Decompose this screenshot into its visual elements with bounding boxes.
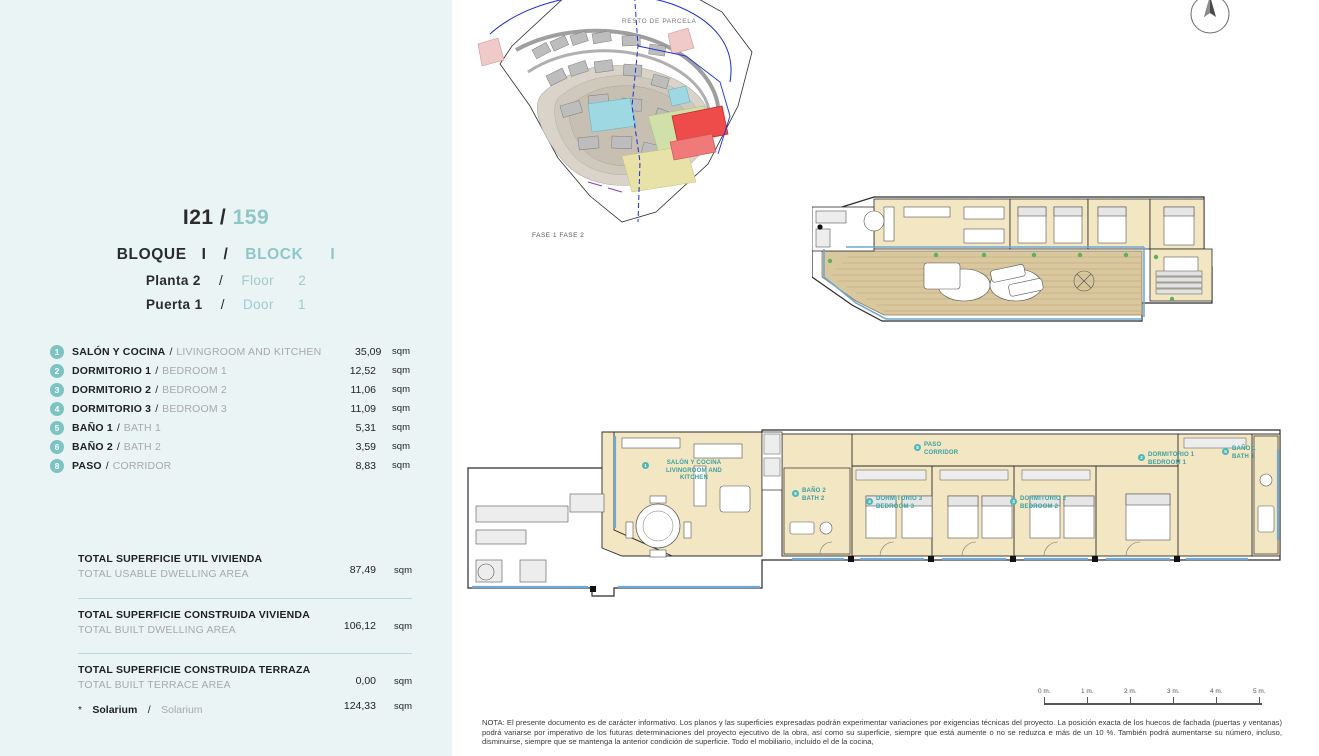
room-unit: sqm — [392, 441, 410, 452]
room-separator: / — [155, 383, 159, 396]
plan-badge-6: 6 — [792, 490, 799, 497]
block-line — [0, 246, 452, 264]
list-item — [50, 380, 410, 399]
room-separator: / — [105, 459, 109, 472]
scale-tick — [1044, 697, 1045, 704]
solarium-label-en: Solarium — [161, 704, 203, 716]
unit-slash: / — [219, 206, 227, 229]
list-item — [50, 456, 410, 475]
info-panel — [0, 0, 452, 756]
scale-label: 0 m. — [1038, 688, 1051, 695]
room-name-en: BATH 1 — [123, 421, 161, 434]
total-value: 87,49 — [349, 564, 376, 576]
plan-badge-5: 5 — [1222, 448, 1229, 455]
plan-label-living — [652, 460, 736, 483]
scale-label: 1 m. — [1081, 688, 1094, 695]
plan-badge-1: 1 — [642, 462, 649, 469]
scale-tick — [1130, 697, 1131, 704]
room-separator: / — [155, 402, 159, 415]
unit-title — [0, 206, 452, 230]
room-separator: / — [155, 364, 159, 377]
scale-tick — [1216, 697, 1217, 704]
unit-code: I21 — [182, 206, 214, 229]
room-name-es: SALÓN Y COCINA — [72, 345, 166, 358]
lower-floorplan — [462, 410, 1312, 610]
room-unit: sqm — [392, 365, 410, 376]
scale-bar — [1038, 688, 1268, 710]
total-label-en: TOTAL BUILT TERRACE AREA — [78, 679, 231, 691]
plan-label-living-en: LIVINGROOM AND KITCHEN — [666, 467, 722, 482]
siteplan-phase-label: FASE 1 FASE 2 — [532, 232, 585, 239]
plan-label-bedroom1 — [1148, 452, 1210, 467]
block-label-en: BLOCK — [245, 246, 304, 263]
room-name-es: PASO — [72, 459, 102, 472]
plan-label-corridor-en: CORRIDOR — [924, 449, 959, 456]
floor-separator: / — [219, 273, 224, 288]
plan-label-bath2-es: BAÑO 2 — [802, 488, 826, 494]
room-name-es: BAÑO 1 — [72, 421, 113, 434]
room-unit: sqm — [392, 403, 410, 414]
total-value: 106,12 — [343, 620, 376, 632]
plan-label-living-es: SALÓN Y COCINA — [666, 460, 722, 466]
plan-badge-2: 2 — [1138, 454, 1145, 461]
plan-label-bath2 — [802, 488, 846, 503]
total-unit: sqm — [394, 621, 412, 632]
floor-value-es: 2 — [192, 273, 201, 288]
floor-label-es: Planta — [145, 273, 189, 288]
scale-tick — [1173, 697, 1174, 704]
siteplan-resto-label: RESTO DE PARCELA — [622, 18, 697, 25]
room-area: 12,52 — [349, 364, 376, 377]
total-unit: sqm — [394, 565, 412, 576]
total-value: 0,00 — [355, 675, 376, 687]
room-list — [50, 342, 410, 475]
plan-label-corridor-es: PASO — [924, 442, 942, 448]
door-value-es: 1 — [194, 297, 203, 312]
door-line — [0, 297, 452, 312]
title-block — [0, 206, 452, 312]
block-label-es: BLOQUE — [116, 246, 187, 263]
room-badge: 2 — [50, 364, 64, 378]
room-name-es: DORMITORIO 1 — [72, 364, 152, 377]
solarium-separator: / — [147, 704, 151, 716]
plan-label-bedroom2 — [1020, 496, 1082, 511]
legal-note: NOTA: El presente documento es de carácter informativo. Los planos y las superficies expresadas podrán experimentar variaciones por exigencias técnicas del proyecto. La posición exacta de los huecos de fachada (puertas y ventanas) podrá variarse por imperativo de los futuras determinaciones del proyecto ejecutivo de la obra, así como su superficie, siempre que está aumente o no se reduzca e más de un 10 %. También podrá aumentarse su número, incluso, disminuirse, siempre que se mantenga la anterior condición de superficie. Todo el mobiliario, incluido el de la cocina, — [482, 718, 1282, 747]
total-usable-area — [78, 553, 412, 580]
list-item — [50, 361, 410, 380]
total-label-en: TOTAL BUILT DWELLING AREA — [78, 624, 236, 636]
room-name-en: BEDROOM 2 — [162, 383, 227, 396]
plan-label-bedroom3 — [876, 496, 938, 511]
drawing-panel — [452, 0, 1319, 756]
plan-badge-8: 8 — [914, 444, 921, 451]
scale-label: 5 m. — [1253, 688, 1266, 695]
room-unit: sqm — [392, 422, 410, 433]
door-label-es: Puerta — [146, 297, 191, 312]
upper-floorplan — [812, 185, 1319, 355]
floor-line — [0, 273, 452, 288]
room-name-es: BAÑO 2 — [72, 440, 113, 453]
scale-label: 3 m. — [1167, 688, 1180, 695]
room-separator: / — [116, 421, 120, 434]
room-name-es: DORMITORIO 3 — [72, 402, 152, 415]
plan-label-bedroom2-en: BEDROOM 2 — [1020, 503, 1059, 510]
room-name-en: BEDROOM 1 — [162, 364, 227, 377]
room-area: 3,59 — [355, 440, 376, 453]
plan-label-bath1 — [1232, 446, 1272, 461]
room-name-es: DORMITORIO 2 — [72, 383, 152, 396]
room-area: 35,09 — [355, 345, 382, 358]
scale-tick — [1259, 697, 1260, 704]
solarium-value: 124,33 — [343, 700, 376, 712]
plan-label-bath1-es: BAÑO 1 — [1232, 446, 1256, 452]
room-area: 11,06 — [350, 383, 376, 396]
plan-label-bath2-en: BATH 2 — [802, 495, 825, 502]
room-name-en: BATH 2 — [123, 440, 161, 453]
list-item — [50, 418, 410, 437]
floor-value-en: 2 — [298, 273, 307, 288]
total-label-en: TOTAL USABLE DWELLING AREA — [78, 568, 249, 580]
site-plan — [472, 0, 772, 266]
total-label-es: TOTAL SUPERFICIE CONSTRUIDA TERRAZA — [78, 664, 311, 676]
list-item — [50, 342, 410, 361]
room-unit: sqm — [392, 384, 410, 395]
block-separator: / — [223, 246, 229, 263]
room-badge: 1 — [50, 345, 64, 359]
plan-label-bedroom1-en: BEDROOM 1 — [1148, 459, 1187, 466]
total-unit: sqm — [394, 676, 412, 687]
plan-label-bath1-en: BATH 1 — [1232, 453, 1255, 460]
room-area: 11,09 — [350, 402, 376, 415]
plan-badge-3: 3 — [1010, 498, 1017, 505]
scale-label: 4 m. — [1210, 688, 1223, 695]
solarium-unit: sqm — [394, 701, 412, 712]
total-built-terrace-area — [78, 664, 412, 691]
room-badge: 4 — [50, 402, 64, 416]
list-item — [50, 437, 410, 456]
room-name-en: LIVINGROOM AND KITCHEN — [176, 345, 322, 358]
plan-label-bedroom1-es: DORMITORIO 1 — [1148, 452, 1195, 458]
unit-number: 159 — [232, 206, 270, 229]
room-unit: sqm — [392, 346, 410, 357]
floor-label-en: Floor — [241, 273, 275, 288]
block-value-es: I — [201, 246, 207, 263]
scale-tick — [1087, 697, 1088, 704]
divider — [78, 598, 412, 599]
scale-label: 2 m. — [1124, 688, 1137, 695]
room-separator: / — [116, 440, 120, 453]
block-value-en: I — [330, 246, 336, 263]
room-badge: 8 — [50, 459, 64, 473]
compass-icon — [1184, 0, 1236, 36]
scale-bar-line — [1044, 703, 1262, 705]
list-item — [50, 399, 410, 418]
plan-label-bedroom3-es: DORMITORIO 3 — [876, 496, 923, 502]
plan-badge-4: 4 — [866, 498, 873, 505]
solarium-row — [78, 700, 412, 718]
room-unit: sqm — [392, 460, 410, 471]
door-value-en: 1 — [298, 297, 306, 312]
room-area: 5,31 — [355, 421, 376, 434]
total-label-es: TOTAL SUPERFICIE CONSTRUIDA VIVIENDA — [78, 609, 310, 621]
solarium-label-es: Solarium — [92, 704, 138, 716]
plan-label-bedroom3-en: BEDROOM 3 — [876, 503, 915, 510]
total-label-es: TOTAL SUPERFICIE UTIL VIVIENDA — [78, 553, 263, 565]
plan-label-corridor — [924, 442, 976, 457]
plan-label-bedroom2-es: DORMITORIO 2 — [1020, 496, 1067, 502]
divider — [78, 653, 412, 654]
solarium-star: * — [78, 705, 82, 716]
room-name-en: CORRIDOR — [112, 459, 172, 472]
room-badge: 5 — [50, 421, 64, 435]
total-built-dwelling-area — [78, 609, 412, 636]
door-separator: / — [220, 297, 225, 312]
door-label-en: Door — [243, 297, 274, 312]
room-name-en: BEDROOM 3 — [162, 402, 227, 415]
room-separator: / — [169, 345, 173, 358]
room-badge: 3 — [50, 383, 64, 397]
room-badge: 6 — [50, 440, 64, 454]
room-area: 8,83 — [355, 459, 376, 472]
